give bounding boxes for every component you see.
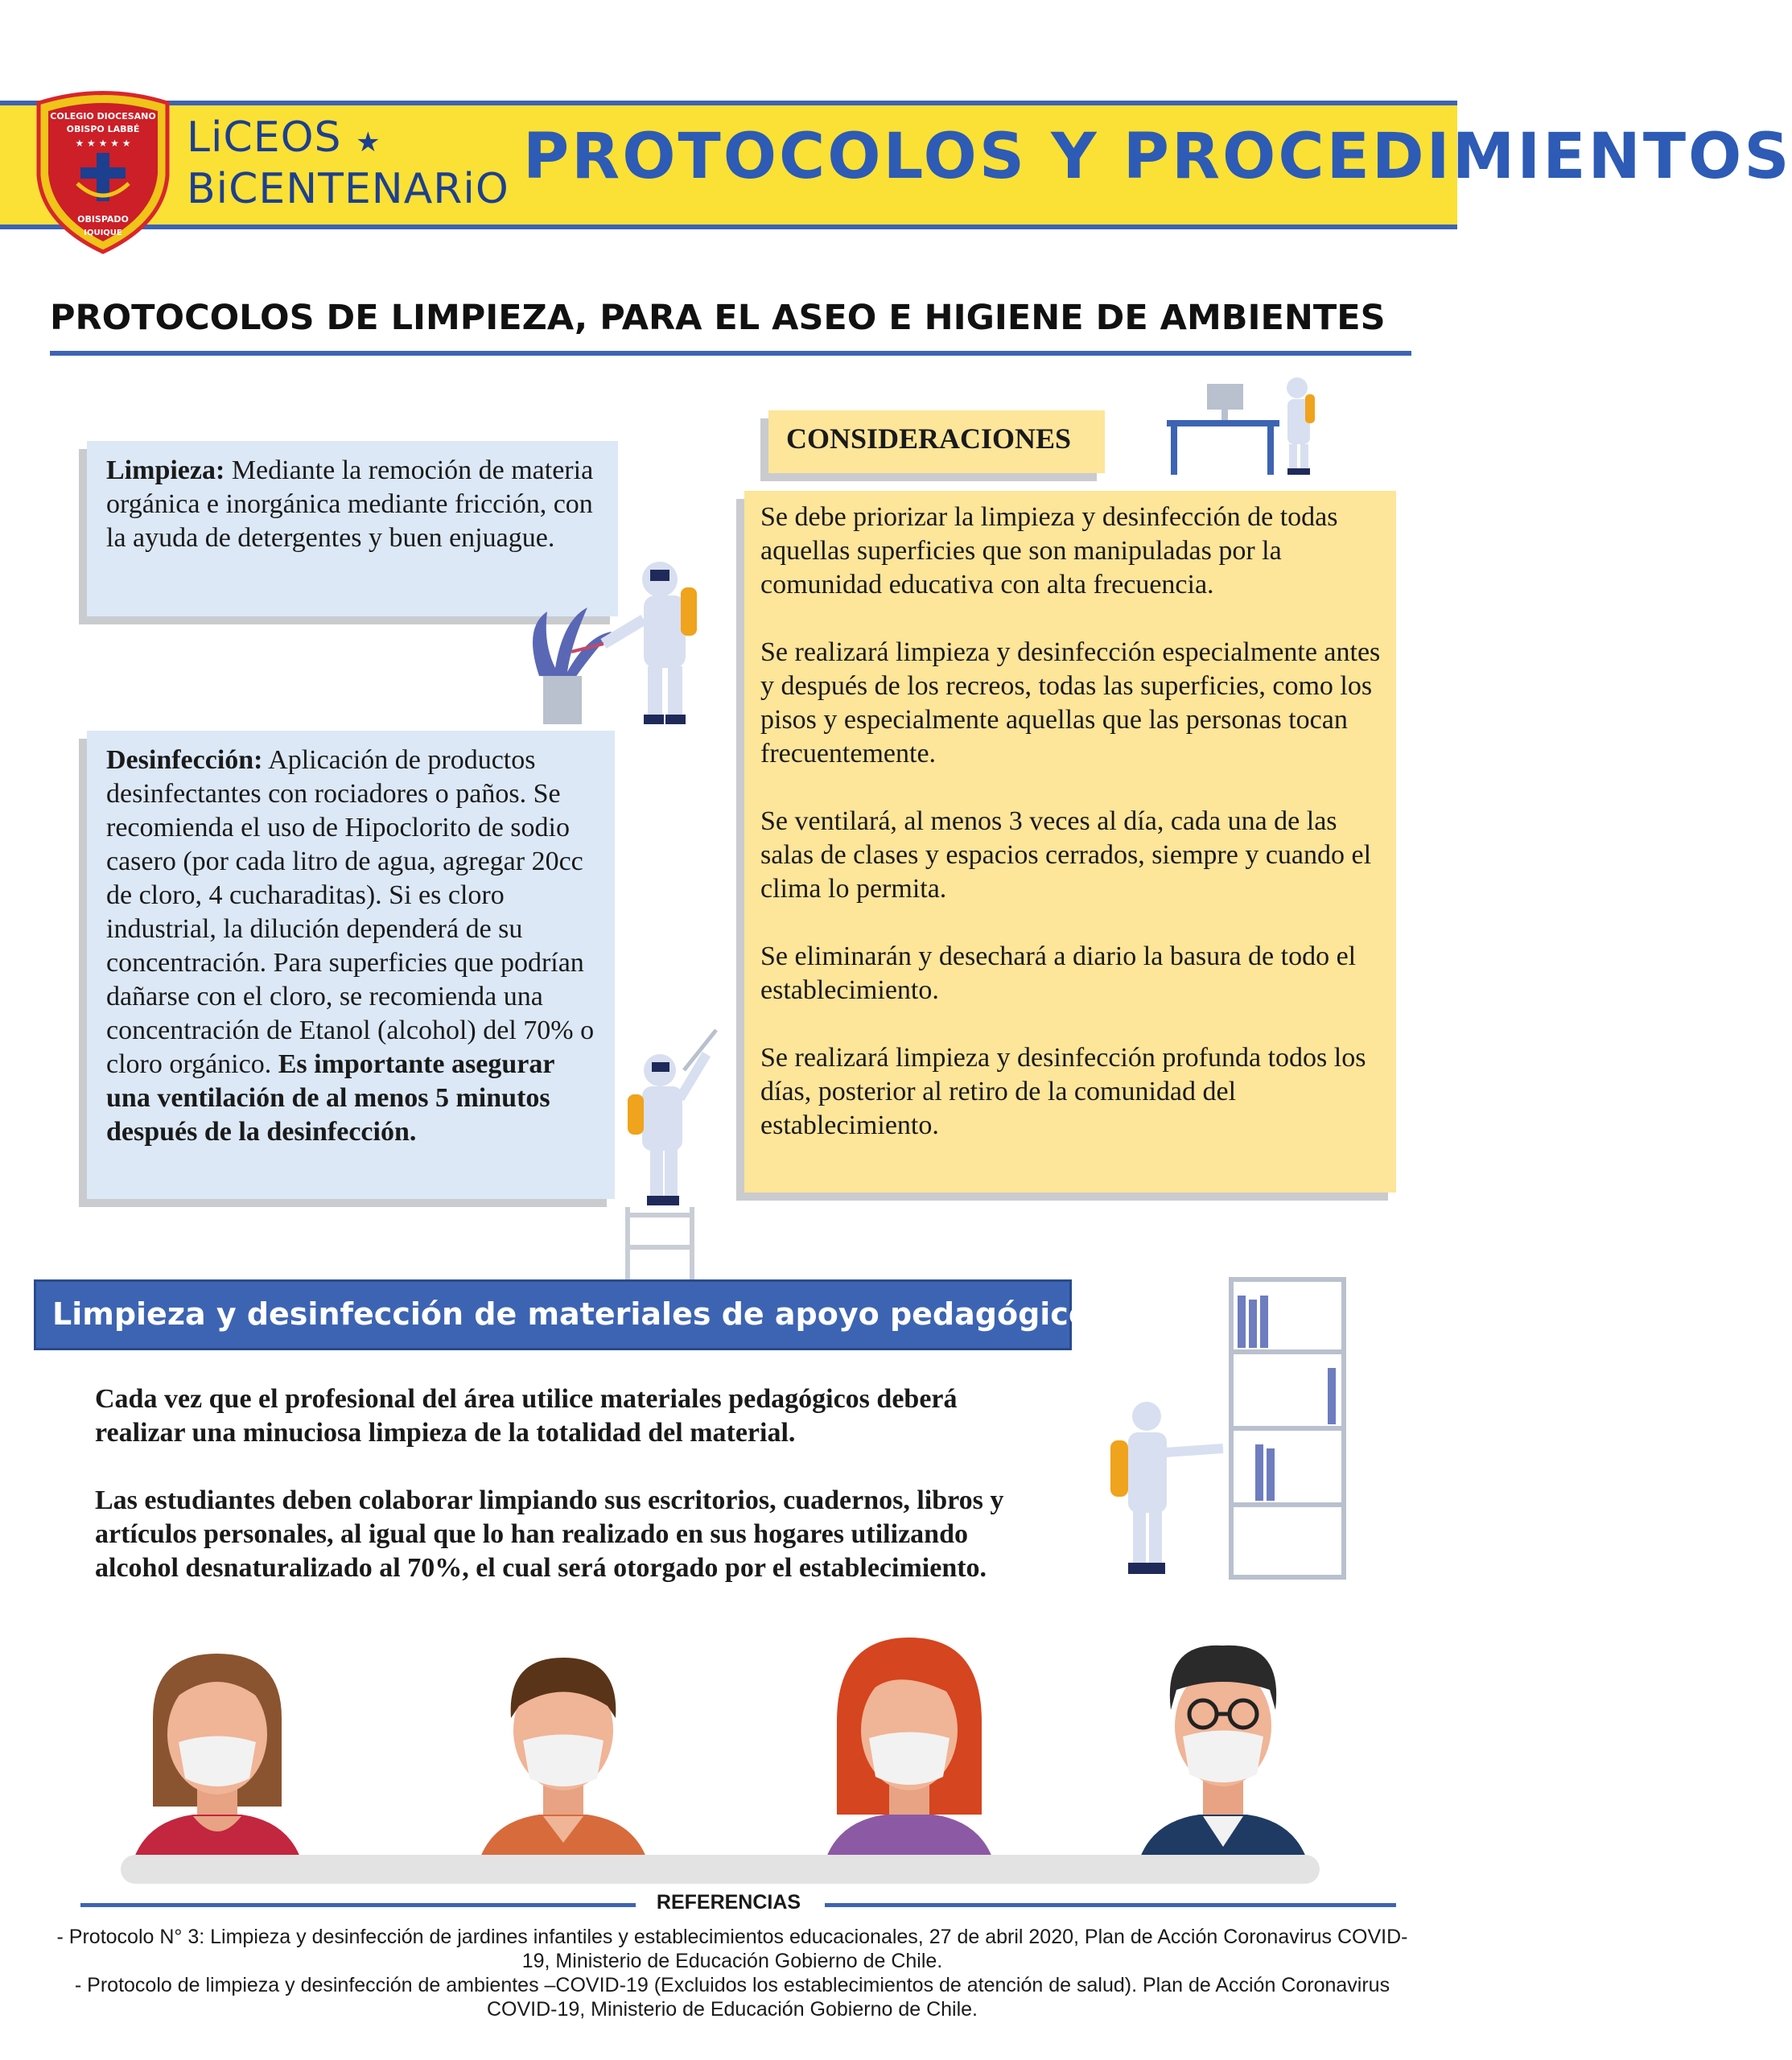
limpieza-term: Limpieza: — [106, 455, 225, 485]
consideracion-item: Se realizará limpieza y desinfección profunda todos los días, posterior al retiro de la comunidad del establecimiento. — [760, 1043, 1366, 1140]
reference-item: - Protocolo N° 3: Limpieza y desinfección de jardines infantiles y establecimientos educacionales, 27 de abril 2020, Plan de Acción Coronavirus COVID-19, Ministerio de Educación Gobierno de Chile. — [56, 1926, 1408, 1972]
page-title: PROTOCOLOS Y PROCEDIMIENTOS — [523, 121, 1792, 193]
desinfeccion-term: Desinfección: — [106, 745, 263, 775]
desinfeccion-bold-note: Es importante asegurar una ventilación de al menos 5 minutos después de la desinfección. — [106, 1049, 554, 1147]
materiales-paragraph-1: Cada vez que el profesional del área utilice materiales pedagógicos deberá realizar una minuciosa limpieza de la totalidad del material. — [95, 1384, 958, 1448]
disinfecting-worker-plant-illustration — [499, 531, 724, 732]
bicentenario-text: BiCENTENARiO — [187, 165, 509, 213]
section-title: PROTOCOLOS DE LIMPIEZA, PARA EL ASEO E HIGIENE DE AMBIENTES — [50, 298, 1386, 338]
svg-text:IQUIQUE: IQUIQUE — [84, 229, 122, 237]
school-crest-logo — [31, 87, 175, 256]
svg-text:OBISPO LABBÉ: OBISPO LABBÉ — [66, 124, 140, 134]
worker-desk-illustration — [1167, 372, 1328, 476]
star-icon: ★ — [356, 126, 381, 159]
worker-shelf-illustration — [1094, 1279, 1352, 1585]
people-shadow — [121, 1855, 1320, 1884]
consideraciones-box — [744, 491, 1396, 1193]
limpieza-text: Mediante la remoción de materia orgánica e inorgánica mediante fricción, con la ayuda de detergentes y buen enjuague. — [106, 455, 594, 553]
person-masked-3-illustration — [813, 1634, 1006, 1879]
person-masked-2-illustration — [467, 1646, 660, 1879]
consideraciones-label: CONSIDERACIONES — [768, 410, 1105, 473]
section-divider — [50, 351, 1411, 356]
liceos-text: LiCEOS — [187, 113, 342, 162]
liceos-bicentenario-logo — [187, 114, 509, 212]
consideracion-item: Se debe priorizar la limpieza y desinfección de todas aquellas superficies que son manipuladas por la comunidad educativa con alta frecuencia. — [760, 502, 1338, 599]
svg-text:★ ★ ★ ★ ★: ★ ★ ★ ★ ★ — [75, 138, 131, 149]
consideracion-item: Se eliminarán y desechará a diario la basura de todo el establecimiento. — [760, 941, 1357, 1005]
svg-text:OBISPADO: OBISPADO — [77, 214, 129, 225]
desinfeccion-text: Aplicación de productos desinfectantes con rociadores o paños. Se recomienda el uso de Hipoclorito de sodio casero (por cada litro de agua, agregar 20cc de cloro, 4 cucharaditas). Si es cloro industrial, la dilución dependerá de su concentración. Para superficies que podrían dañarse con el cloro, se recomienda una concentración de Etanol (alcohol) del 70% o cloro orgánico. — [106, 745, 595, 1079]
disinfecting-worker-ladder-illustration — [612, 1022, 740, 1279]
materiales-paragraph-2: Las estudiantes deben colaborar limpiando sus escritorios, cuadernos, libros y artículos personales, al igual que lo han realizado en sus hogares utilizando alcohol desnaturalizado al 70%, el cual será otorgado por el establecimiento. — [95, 1485, 1004, 1583]
references-list — [56, 1925, 1408, 2021]
references-title: REFERENCIAS — [656, 1891, 801, 1914]
person-masked-4-illustration — [1127, 1634, 1320, 1879]
svg-text:COLEGIO DIOCESANO: COLEGIO DIOCESANO — [50, 111, 156, 122]
consideracion-item: Se realizará limpieza y desinfección especialmente antes y después de los recreos, todas las superficies, como los pisos y especialmente aquellas que las personas tocan frecuentemente. — [760, 637, 1381, 768]
reference-item: - Protocolo de limpieza y desinfección de ambientes –COVID-19 (Excluidos los establecimientos de atención de salud). Plan de Acción Coronavirus COVID-19, Ministerio de Educación Gobierno de Chile. — [74, 1974, 1390, 2021]
desinfeccion-box — [87, 731, 615, 1199]
consideracion-item: Se ventilará, al menos 3 veces al día, cada una de las salas de clases y espacios cerrados, siempre y cuando el clima lo permita. — [760, 806, 1372, 904]
materiales-banner: Limpieza y desinfección de materiales de apoyo pedagógico: — [34, 1279, 1072, 1350]
materiales-text — [95, 1382, 1036, 1585]
person-masked-1-illustration — [121, 1646, 314, 1879]
